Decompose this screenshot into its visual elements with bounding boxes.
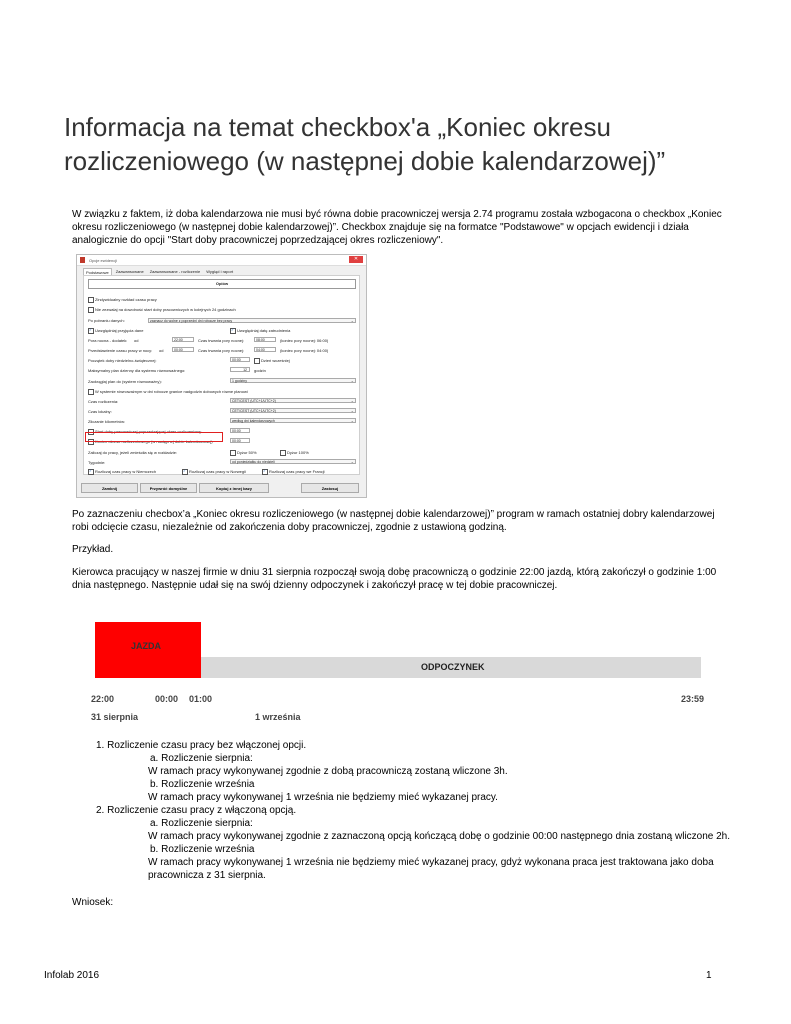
page-title: Informacja na temat checkbox'a „Koniec okresu rozliczeniowego (w następnej dobie kalendarzowej)” xyxy=(64,112,666,176)
list-item-detail: W ramach pracy wykonywanej 1 września nie będziemy mieć wykazanej pracy. xyxy=(148,792,498,803)
dialog-tabs xyxy=(83,268,235,275)
zaokraglaj-label: Zaokrąglaj plan do (system równoważny): xyxy=(88,379,162,384)
list-letter: b. xyxy=(150,844,159,855)
dyzur100-row[interactable] xyxy=(280,450,309,456)
list-letter: a. xyxy=(150,753,159,764)
list-letter: a. xyxy=(150,818,159,829)
maks-label: Maksymalny plan dzienny dla systemu równoważnego: xyxy=(88,368,186,373)
rozl-fran-row[interactable] xyxy=(262,469,325,475)
dialog-panel xyxy=(83,275,360,475)
time-0000: 00:00 xyxy=(155,694,179,704)
checkbox[interactable] xyxy=(88,469,94,475)
list-item-detail: W ramach pracy wykonywanej 1 września nie będziemy mieć wykazanej pracy, gdyż wykonana praca jest traktowana jako doba pracownicza z 31 sierpnia. xyxy=(148,857,714,881)
pora-czas-input[interactable]: 08:00 xyxy=(254,337,276,342)
highlight-box xyxy=(85,432,223,445)
zliczanie-select[interactable]: według dni kalendarzowych ⌄ xyxy=(230,418,356,423)
pora-czas-input-2[interactable]: 04:00 xyxy=(254,347,276,352)
checkbox[interactable] xyxy=(182,469,188,475)
uwzgl-zatrudnienia-label: Uwzględniaj datę zatrudnienia xyxy=(237,328,291,334)
list-item-detail: W ramach pracy wykonywanej zgodnie z zaznaczoną opcją kończącą dobę o godzinie 00:00 następnego dnia zostaną wliczone 2h. xyxy=(148,831,731,842)
list-item-text: Rozliczenie czasu pracy bez włączonej opcji. xyxy=(107,740,307,751)
czas-rozl-label: Czas rozliczenia: xyxy=(88,399,119,404)
list-item xyxy=(150,817,736,830)
list-item-text: Rozliczenie września xyxy=(161,779,255,790)
list-item xyxy=(96,804,736,817)
list-number: 1. xyxy=(96,740,105,751)
rozl-niem-row[interactable] xyxy=(88,469,156,475)
checkbox[interactable] xyxy=(88,297,94,303)
jazda-label: JAZDA xyxy=(131,641,162,651)
rozl-norw-row[interactable] xyxy=(182,469,246,475)
checkbox[interactable] xyxy=(88,307,94,313)
niezezwalaj-row[interactable] xyxy=(88,307,236,313)
zliczanie-label: Zliczanie kilometrów: xyxy=(88,419,126,424)
paragraph-3: Przykład. xyxy=(72,544,114,555)
popobraniu-select[interactable]: zaznacz do wolne z poprzedni dni robocze bez pracy ⌄ xyxy=(148,318,356,323)
zindywidualny-row[interactable] xyxy=(88,297,157,303)
rozl-fran-label: Rozliczaj czas pracy we Francji xyxy=(269,469,325,475)
time-2359: 23:59 xyxy=(681,694,705,704)
start-doby-label: Start doby pracowniczej poprzedzającej okres rozliczeniowy xyxy=(95,429,202,435)
czas-pory-label-2: Czas trwania pory nocnej: xyxy=(198,348,245,353)
close-icon[interactable]: ✕ xyxy=(349,256,363,263)
tab-zaawansowane[interactable]: Zaawansowane xyxy=(115,269,144,274)
zindywidualny-label: Zindywidualny rozkład czasu pracy xyxy=(95,297,157,303)
start-doby-input[interactable]: 00:00 xyxy=(230,428,250,433)
tygodnie-label: Tygodnie: xyxy=(88,460,106,465)
dzien-wczesniej-label: Dzień wcześniej xyxy=(261,358,290,364)
poczatek-input[interactable]: 00:00 xyxy=(230,357,250,362)
czas-rozl-select[interactable]: CET/CEST (UTC+1/UTC+2) ⌄ xyxy=(230,398,356,403)
checkbox[interactable] xyxy=(254,358,260,364)
pora-nocna-label: Pora nocna - dodatek: xyxy=(88,338,128,343)
wniosek-label: Wniosek: xyxy=(72,897,114,908)
list-item-text: Rozliczenie czasu pracy z włączoną opcją. xyxy=(107,805,297,816)
numbered-list xyxy=(96,739,736,882)
czas-pory-label: Czas trwania pory nocnej: xyxy=(198,338,245,343)
od-label: od xyxy=(134,338,139,343)
podst-od-input[interactable]: 00:00 xyxy=(172,347,194,352)
description-box: Opiów xyxy=(88,279,356,289)
poczatek-label: Początek doby niedzielno-świątecznej: xyxy=(88,358,157,363)
uwzgl-przyjecia-row[interactable] xyxy=(88,328,143,334)
list-item xyxy=(150,778,736,791)
checkbox[interactable] xyxy=(230,450,236,456)
paragraph-4: Kierowca pracujący w naszej firmie w dniu 31 sierpnia rozpoczął swoją dobę pracowniczą o godzinie 22:00 jazdą, którą zakończył o godzinie 1:00 dnia następnego. Następnie udał się na swój dzienny odpoczynek i zakończył pracę w tej dobie pracowniczej. xyxy=(72,567,717,591)
list-item xyxy=(150,752,736,765)
app-icon xyxy=(80,257,85,263)
popobraniu-label: Po pobraniu danych: xyxy=(88,318,125,323)
dyzur100-label: Dyżur 100% xyxy=(287,450,309,456)
list-item xyxy=(150,843,736,856)
jazda-bar xyxy=(95,622,201,678)
czas-lok-label: Czas lokalny: xyxy=(88,409,112,414)
wsystemie-label: W systemie równoważnym w dni robocze granice nadgodzin dobowych równe planowi xyxy=(95,389,248,395)
paragraph-2: Po zaznaczeniu checbox’a „Koniec okresu rozliczeniowego (w następnej dobie kalendarzowej)” program w ramach ostatniej dobry kalendarzowej robi odcięcie czasu, niezależnie od zakończenia doby pracowniczej, zgodnie z ustawioną godziną. xyxy=(72,509,715,533)
tygodnie-select[interactable]: od poniedziałku do niedzieli ⌄ xyxy=(230,459,356,464)
date-31-sierpnia: 31 sierpnia xyxy=(91,712,139,722)
footer-left: Infolab 2016 xyxy=(44,970,100,981)
list-item xyxy=(96,739,736,752)
czas-lok-select[interactable]: CET/CEST (UTC+1/UTC+2) ⌄ xyxy=(230,408,356,413)
checkbox[interactable] xyxy=(88,389,94,395)
godzin-label: godzin xyxy=(254,368,266,373)
copy-from-base-button[interactable]: Kopiuj z innej bazy xyxy=(199,483,269,493)
podstawowe-label: Przedstawienie czasu pracy w nocy: xyxy=(88,348,153,353)
checkbox[interactable] xyxy=(230,328,236,334)
list-item-text: Rozliczenie sierpnia: xyxy=(161,753,253,764)
list-letter: b. xyxy=(150,779,159,790)
dzien-wczesniej-row[interactable] xyxy=(254,358,290,364)
rozl-norw-label: Rozliczaj czas pracy w Norwegii xyxy=(189,469,246,475)
koniec-okresu-label: Koniec okresu rozliczeniowego (w następnej dobie kalendarzowej) xyxy=(95,439,213,445)
apply-button[interactable]: Zastosuj xyxy=(301,483,359,493)
uwzgl-przyjecia-label: Uwzględniaj przyjęcia dane xyxy=(95,328,144,334)
intro-paragraph: W związku z faktem, iż doba kalendarzowa nie musi być równa dobie pracowniczej wersja 2.74 programu została wzbogacona o checkbox „Koniec okresu rozliczeniowego (w następnej dobie kalendarzowej)”. Checkbox znajduje się na formatce "Podstawowe" w opcjach ewidencji i działa analogicznie do opcji "Start doby pracowniczej poprzedzającej okres rozliczeniowy". xyxy=(72,209,722,246)
tab-wyglad-raport[interactable]: Wygląd i raport xyxy=(206,269,234,274)
checkbox[interactable] xyxy=(262,469,268,475)
restore-defaults-button[interactable]: Przywróć domyślne xyxy=(140,483,197,493)
list-item-detail: W ramach pracy wykonywanej zgodnie z dobą pracowniczą zostaną wliczone 3h. xyxy=(148,766,508,777)
pora-od-input[interactable]: 22:00 xyxy=(172,337,194,342)
koniec-pory-label-2: (koniec pory nocnej: 04:00) xyxy=(280,348,329,353)
zaliczaj-label: Zaliczaj do pracy, jeżeli zmieściła się w rozkładzie: xyxy=(88,450,178,455)
close-button[interactable]: Zamknij xyxy=(81,483,138,493)
time-0100: 01:00 xyxy=(189,694,213,704)
niezezwalaj-label: Nie zezwalaj na dowolność start doby pracowniczych w kolejnych 24 godzinach xyxy=(95,307,236,313)
rozl-niem-label: Rozliczaj czas pracy w Niemczech xyxy=(95,469,157,475)
odpoczynek-label: ODPOCZYNEK xyxy=(421,662,485,672)
odpoczynek-bar xyxy=(201,657,701,678)
wsystemie-row[interactable] xyxy=(88,389,248,395)
koniec-pory-label: (koniec pory nocnej: 06:00) xyxy=(280,338,329,343)
page-number: 1 xyxy=(706,970,712,981)
list-item-text: Rozliczenie sierpnia: xyxy=(161,818,253,829)
koniec-okresu-input[interactable]: 00:00 xyxy=(230,438,250,443)
tab-zaawansowane-rozliczenie[interactable]: Zaawansowane - rozliczenie xyxy=(149,269,201,274)
list-number: 2. xyxy=(96,805,105,816)
dyzur50-row[interactable] xyxy=(230,450,257,456)
options-dialog xyxy=(76,254,367,498)
uwzgl-zatrudnienia-row[interactable] xyxy=(230,328,290,334)
dialog-titlebar xyxy=(77,255,366,266)
zaokraglaj-select[interactable]: 1 godziny ⌄ xyxy=(230,378,356,383)
dyzur50-label: Dyżur 50% xyxy=(237,450,257,456)
checkbox[interactable] xyxy=(88,328,94,334)
checkbox[interactable] xyxy=(280,450,286,456)
dialog-title: Opcje ewidencji xyxy=(89,258,118,263)
time-2200: 22:00 xyxy=(91,694,115,704)
od-label-2: od xyxy=(159,348,164,353)
tab-podstawowe[interactable]: Podstawowe xyxy=(83,268,112,275)
date-1-wrzesnia: 1 września xyxy=(255,712,301,722)
maks-input[interactable]: 12 xyxy=(230,367,250,372)
list-item-text: Rozliczenie września xyxy=(161,844,255,855)
